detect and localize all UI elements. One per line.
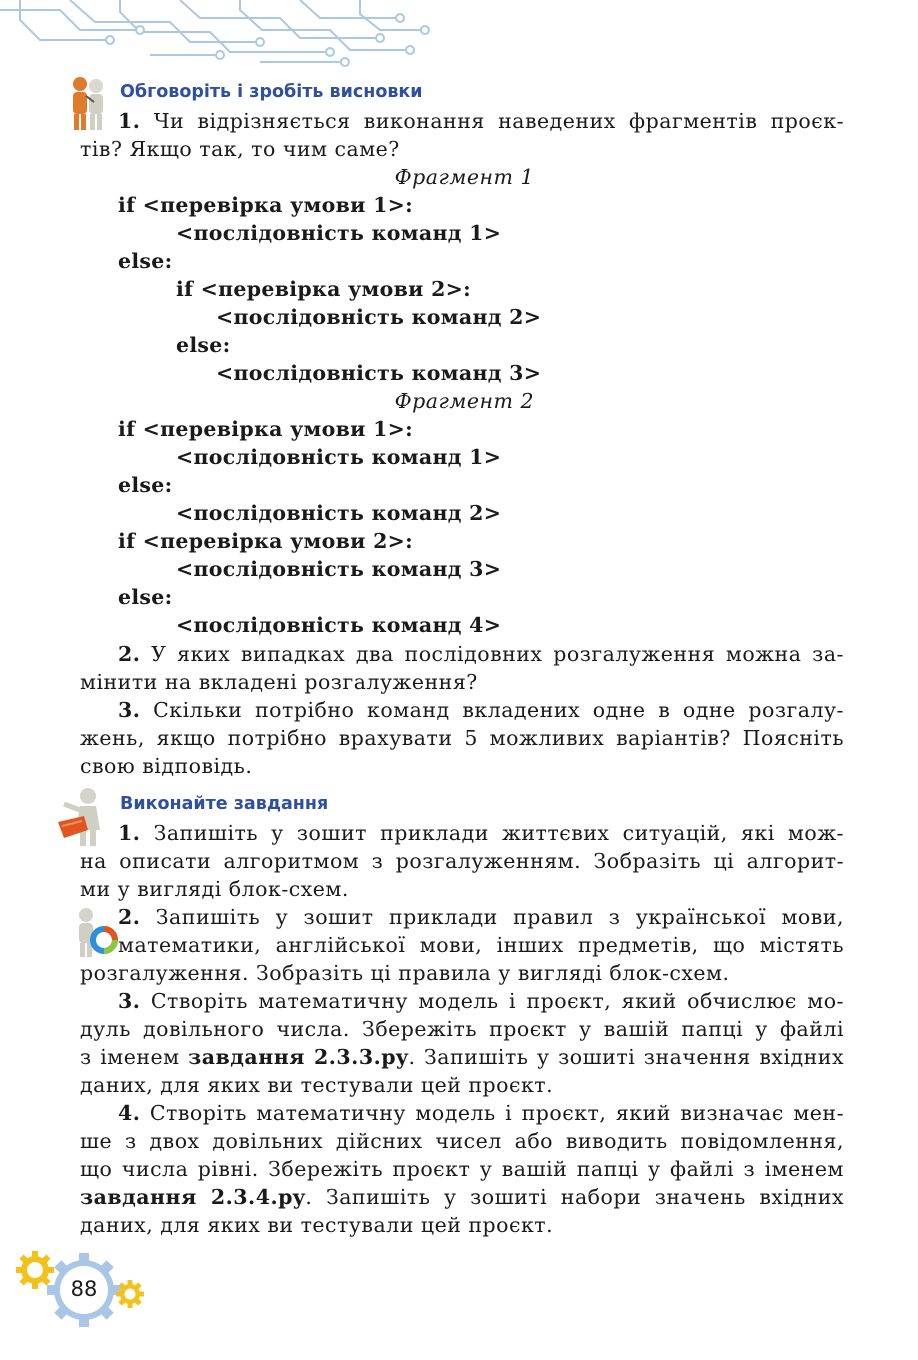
fragment-2-code-line: if <перевірка умови 2>: <box>118 529 414 553</box>
circuit-board-decoration <box>0 0 430 72</box>
question-3-line-1: 3. Скільки потрібно команд вкладених одне в одне розгалу- <box>118 698 844 722</box>
question-1-line-2: тів? Якщо так, то чим саме? <box>80 137 400 161</box>
fragment-2-code-line: if <перевірка умови 1>: <box>118 417 414 441</box>
fragment-1-code-line: <послідовність команд 2> <box>216 305 542 329</box>
figure-with-chart-icon <box>72 906 118 958</box>
task-2-line-1: 2. Запишіть у зошит приклади правил з української мови, <box>118 905 844 929</box>
section-heading-discuss: Обговоріть і зробіть висновки <box>120 82 423 102</box>
fragment-1-caption: Фрагмент 1 <box>394 165 534 189</box>
task-3-line-4: даних, для яких ви тестували цей проєкт. <box>80 1073 554 1097</box>
task-1-line-3: ми у вигляді блок-схем. <box>80 877 349 901</box>
task-2-line-2: математики, англійської мови, інших предметів, що містять <box>118 933 844 957</box>
task-4-line-1: 4. Створіть математичну модель і проєкт, який визначає мен- <box>118 1101 844 1125</box>
fragment-2-code-line: <послідовність команд 2> <box>176 501 502 525</box>
page-number: 88 <box>70 1277 98 1301</box>
task-3-line-3: з іменем завдання 2.3.3.py. Запишіть у зошиті значення вхідних <box>80 1045 844 1069</box>
fragment-1-code-line: else: <box>176 333 231 357</box>
fragment-1-code-line: <послідовність команд 1> <box>176 221 502 245</box>
fragment-1-code-line: else: <box>118 249 173 273</box>
fragment-1-code-line: <послідовність команд 3> <box>216 361 542 385</box>
task-4-line-3: що числа рівні. Збережіть проєкт у вашій папці у файлі з іменем <box>80 1157 844 1181</box>
fragment-1-code-line: if <перевірка умови 2>: <box>176 277 472 301</box>
task-3-line-1: 3. Створіть математичну модель і проєкт, який обчислює мо- <box>118 989 844 1013</box>
task-4-line-5: даних, для яких ви тестували цей проєкт. <box>80 1213 554 1237</box>
task-3-line-2: дуль довільного числа. Збережіть проєкт у вашій папці у файлі <box>80 1017 844 1041</box>
question-2-line-1: 2. У яких випадках два послідовних розгалуження можна за- <box>118 642 844 666</box>
fragment-2-code-line: else: <box>118 585 173 609</box>
task-1-line-2: на описати алгоритмом з розгалуженням. Зобразіть ці алгорит- <box>80 849 844 873</box>
fragment-2-caption: Фрагмент 2 <box>394 389 534 413</box>
task-4-line-4: завдання 2.3.4.py. Запишіть у зошиті набори значень вхідних <box>80 1185 844 1209</box>
question-2-line-2: мінити на вкладені розгалуження? <box>80 670 478 694</box>
question-3-line-2: жень, якщо потрібно врахувати 5 можливих варіантів? Поясніть <box>80 726 844 750</box>
task-1-line-1: 1. Запишіть у зошит приклади життєвих ситуацій, які мож- <box>118 821 844 845</box>
fragment-2-code-line: <послідовність команд 4> <box>176 613 502 637</box>
task-2-line-3: розгалуження. Зобразіть ці правила у вигляді блок-схем. <box>80 961 730 985</box>
task-4-line-2: ше з двох довільних дійсних чисел або виводить повідомлення, <box>80 1129 844 1153</box>
fragment-1-code-line: if <перевірка умови 1>: <box>118 193 414 217</box>
discussing-figures-icon <box>68 74 108 132</box>
question-3-line-3: свою відповідь. <box>80 754 253 778</box>
question-1-line-1: 1. Чи відрізняється виконання наведених фрагментів проєк- <box>118 109 844 133</box>
section-heading-tasks: Виконайте завдання <box>120 794 329 814</box>
fragment-2-code-line: <послідовність команд 3> <box>176 557 502 581</box>
fragment-2-code-line: <послідовність команд 1> <box>176 445 502 469</box>
figure-with-tools-icon <box>54 786 110 848</box>
fragment-2-code-line: else: <box>118 473 173 497</box>
